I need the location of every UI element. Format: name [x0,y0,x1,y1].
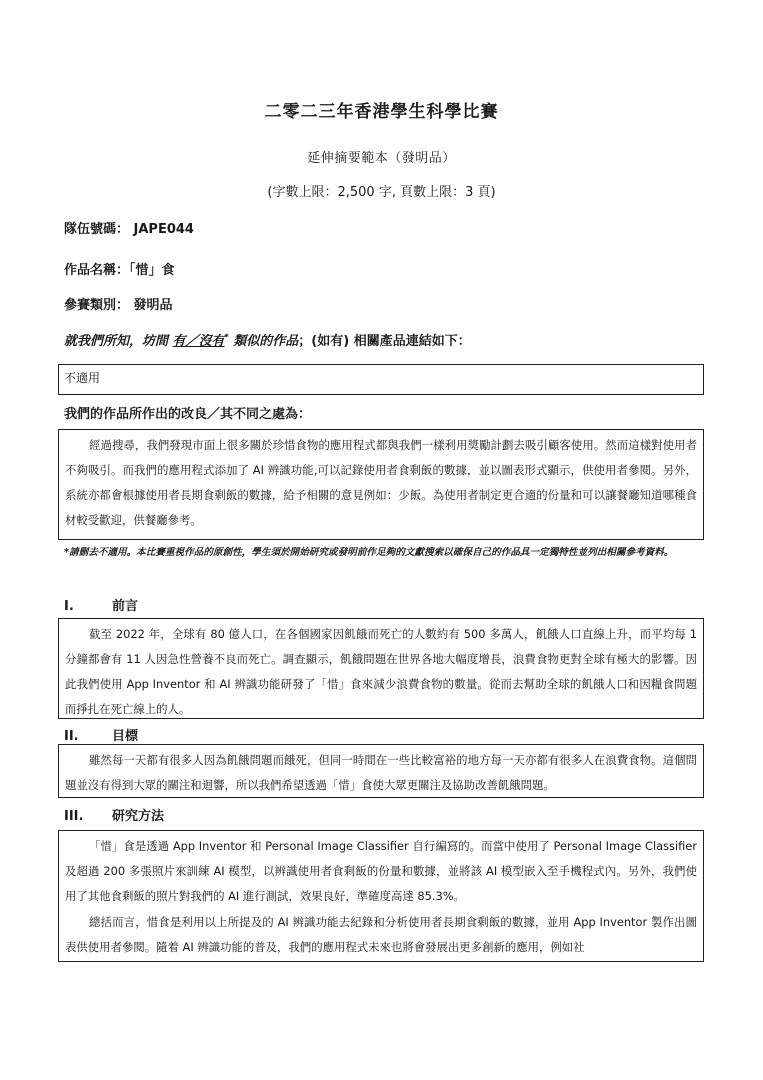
section-title: 前言 [112,599,139,614]
section-paragraph: 總括而言，惜食是利用以上所提及的 AI 辨識功能去紀錄和分析使用者長期食剩飯的數據，並用 App Inventor 製作出圖表供使用者參閱。隨着 AI 辨識功能的普及，我們的應用程式未來也將會發展出更多創新的應用，例如社 [65,915,697,954]
document-title: 二零二三年香港學生科學比賽 [264,102,499,122]
work-name: 作品名稱：「惜」食 [64,263,175,278]
section-heading-goal [64,725,138,744]
similar-middle: 類似的作品 [233,334,299,349]
section-title: 目標 [112,729,139,744]
similar-answer-box [58,364,704,395]
similar-star: * [224,332,229,342]
similar-products-question [64,330,471,349]
section-number: I. [64,599,74,614]
similar-prefix: 就我們所知，坊間 [64,334,169,349]
team-number: 隊伍號碼： JAPE044 [64,222,194,237]
section-paragraph: 雖然每一天都有很多人因為飢餓問題而餓死，但同一時間在一些比較富裕的地方每一天亦都有很多人在浪費食物。這個問題並沒有得到大眾的關注和迴響，所以我們希望透過「惜」食使大眾更關注及協助改善飢餓問題。 [65,753,697,792]
section-paragraph: 截至 2022 年，全球有 80 億人口，在各個國家因飢餓而死亡的人數約有 500 多萬人，飢餓人口直線上升，而平均每 1 分鐘都會有 11 人因急性營養不良而死亡。調查顯示，飢餓問題在世界各地大幅度增長，浪費食物更對全球有極大的影響。因此我們使用 App Inventor 和 AI 辨識功能研發了「惜」食來減少浪費食物的數量。從而去幫助全球的飢餓人口和因糧食問題而掙扎在死亡線上的人。 [65,627,697,716]
section-box-intro [58,618,704,719]
similar-suffix: ；(如有) 相關產品連結如下： [298,334,471,349]
improvement-box [58,429,704,540]
entry-category: 參賽類別： 發明品 [64,298,173,313]
section-number: II. [64,729,79,744]
section-title: 研究方法 [112,809,165,824]
improvement-text: 經過搜尋，我們發現市面上很多關於珍惜食物的應用程式都與我們一樣利用獎勵計劃去吸引顧客使用。然而這樣對使用者不夠吸引。而我們的應用程式添加了 AI 辨識功能,可以記錄使用者食剩飯的數據，並以圖表形式顯示，供使用者參閱。另外，系統亦都會根據使用者長期食剩飯的數據，給予相關的意見例如：少飯。為使用者制定更合適的份量和可以讓餐廳知道哪種食材較受歡迎，供餐廳參考。 [65,438,697,527]
section-heading-intro [64,595,138,614]
section-box-method [58,830,704,962]
section-box-goal [58,744,704,798]
section-heading-method [64,805,164,824]
document-subtitle: 延伸摘要範本（發明品） [307,151,456,166]
footnote: *請刪去不適用。本比賽重視作品的原創性，學生須於開始研究或發明前作足夠的文獻搜索以確保自己的作品具一定獨特性並列出相關參考資料。 [64,547,674,558]
section-paragraph: 「惜」食是透過 App Inventor 和 Personal Image Classifier 自行編寫的。而當中使用了 Personal Image Classifier 及超過 200 多張照片來訓練 AI 模型，以辨識使用者食剩飯的份量和數據，並將該 AI 模型嵌入至手機程式內。另外，我們使用了其他食剩飯的照片對我們的 AI 進行測試，效果良好，準確度高達 85.3%。 [65,839,697,903]
improvement-heading: 我們的作品所作出的改良／其不同之處為： [64,407,312,422]
similar-answer: 不適用 [64,371,101,385]
word-limit-note: (字數上限：2,500 字, 頁數上限：3 頁) [267,185,496,200]
similar-choice: 有／沒有 [172,334,225,349]
section-number: III. [64,809,84,824]
